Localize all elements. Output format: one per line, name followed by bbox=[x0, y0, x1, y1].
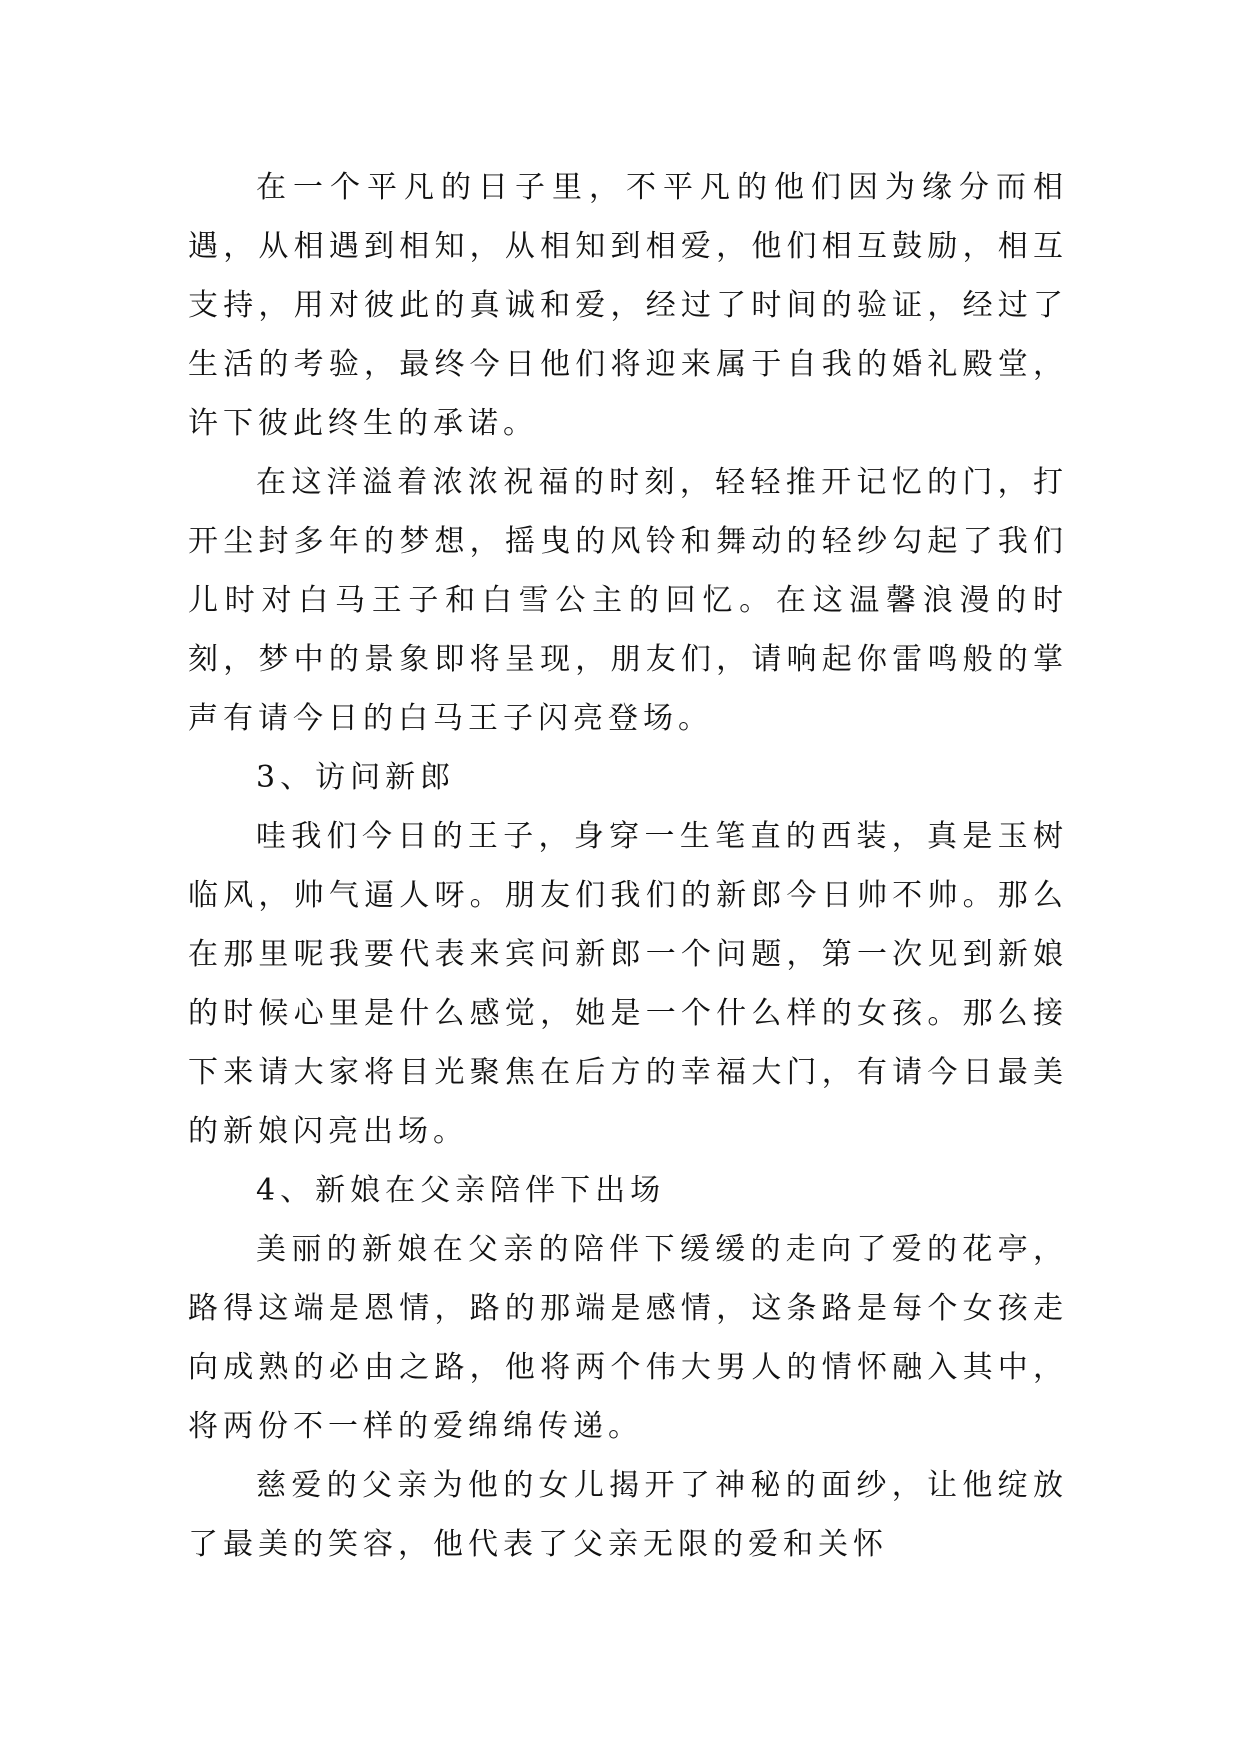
paragraph-bride-walk: 美丽的新娘在父亲的陪伴下缓缓的走向了爱的花亭，路得这端是恩情，路的那端是感情，这条路是每个女孩走向成熟的必由之路，他将两个伟大男人的情怀融入其中，将两份不一样的爱绵绵传递。 bbox=[188, 1232, 1068, 1444]
document-body bbox=[188, 158, 1068, 1574]
section-heading-interview-groom: 3、访问新郎 bbox=[256, 760, 456, 795]
paragraph-prince-entrance: 在这洋溢着浓浓祝福的时刻，轻轻推开记忆的门，打开尘封多年的梦想，摇曳的风铃和舞动的轻纱勾起了我们儿时对白马王子和白雪公主的回忆。在这温馨浪漫的时刻，梦中的景象即将呈现，朋友们，请响起你雷鸣般的掌声有请今日的白马王子闪亮登场。 bbox=[188, 465, 1068, 736]
paragraph-father-veil: 慈爱的父亲为他的女儿揭开了神秘的面纱，让他绽放了最美的笑容，他代表了父亲无限的爱和关怀 bbox=[188, 1468, 1068, 1562]
paragraph-groom-interview: 哇我们今日的王子，身穿一生笔直的西装，真是玉树临风，帅气逼人呀。朋友们我们的新郎今日帅不帅。那么在那里呢我要代表来宾问新郎一个问题，第一次见到新娘的时候心里是什么感觉，她是一个什么样的女孩。那么接下来请大家将目光聚焦在后方的幸福大门，有请今日最美的新娘闪亮出场。 bbox=[188, 819, 1068, 1149]
paragraph-wedding-intro: 在一个平凡的日子里，不平凡的他们因为缘分而相遇，从相遇到相知，从相知到相爱，他们相互鼓励，相互支持，用对彼此的真诚和爱，经过了时间的验证，经过了生活的考验，最终今日他们将迎来属于自我的婚礼殿堂，许下彼此终生的承诺。 bbox=[188, 170, 1068, 441]
section-heading-bride-entrance: 4、新娘在父亲陪伴下出场 bbox=[256, 1173, 666, 1208]
